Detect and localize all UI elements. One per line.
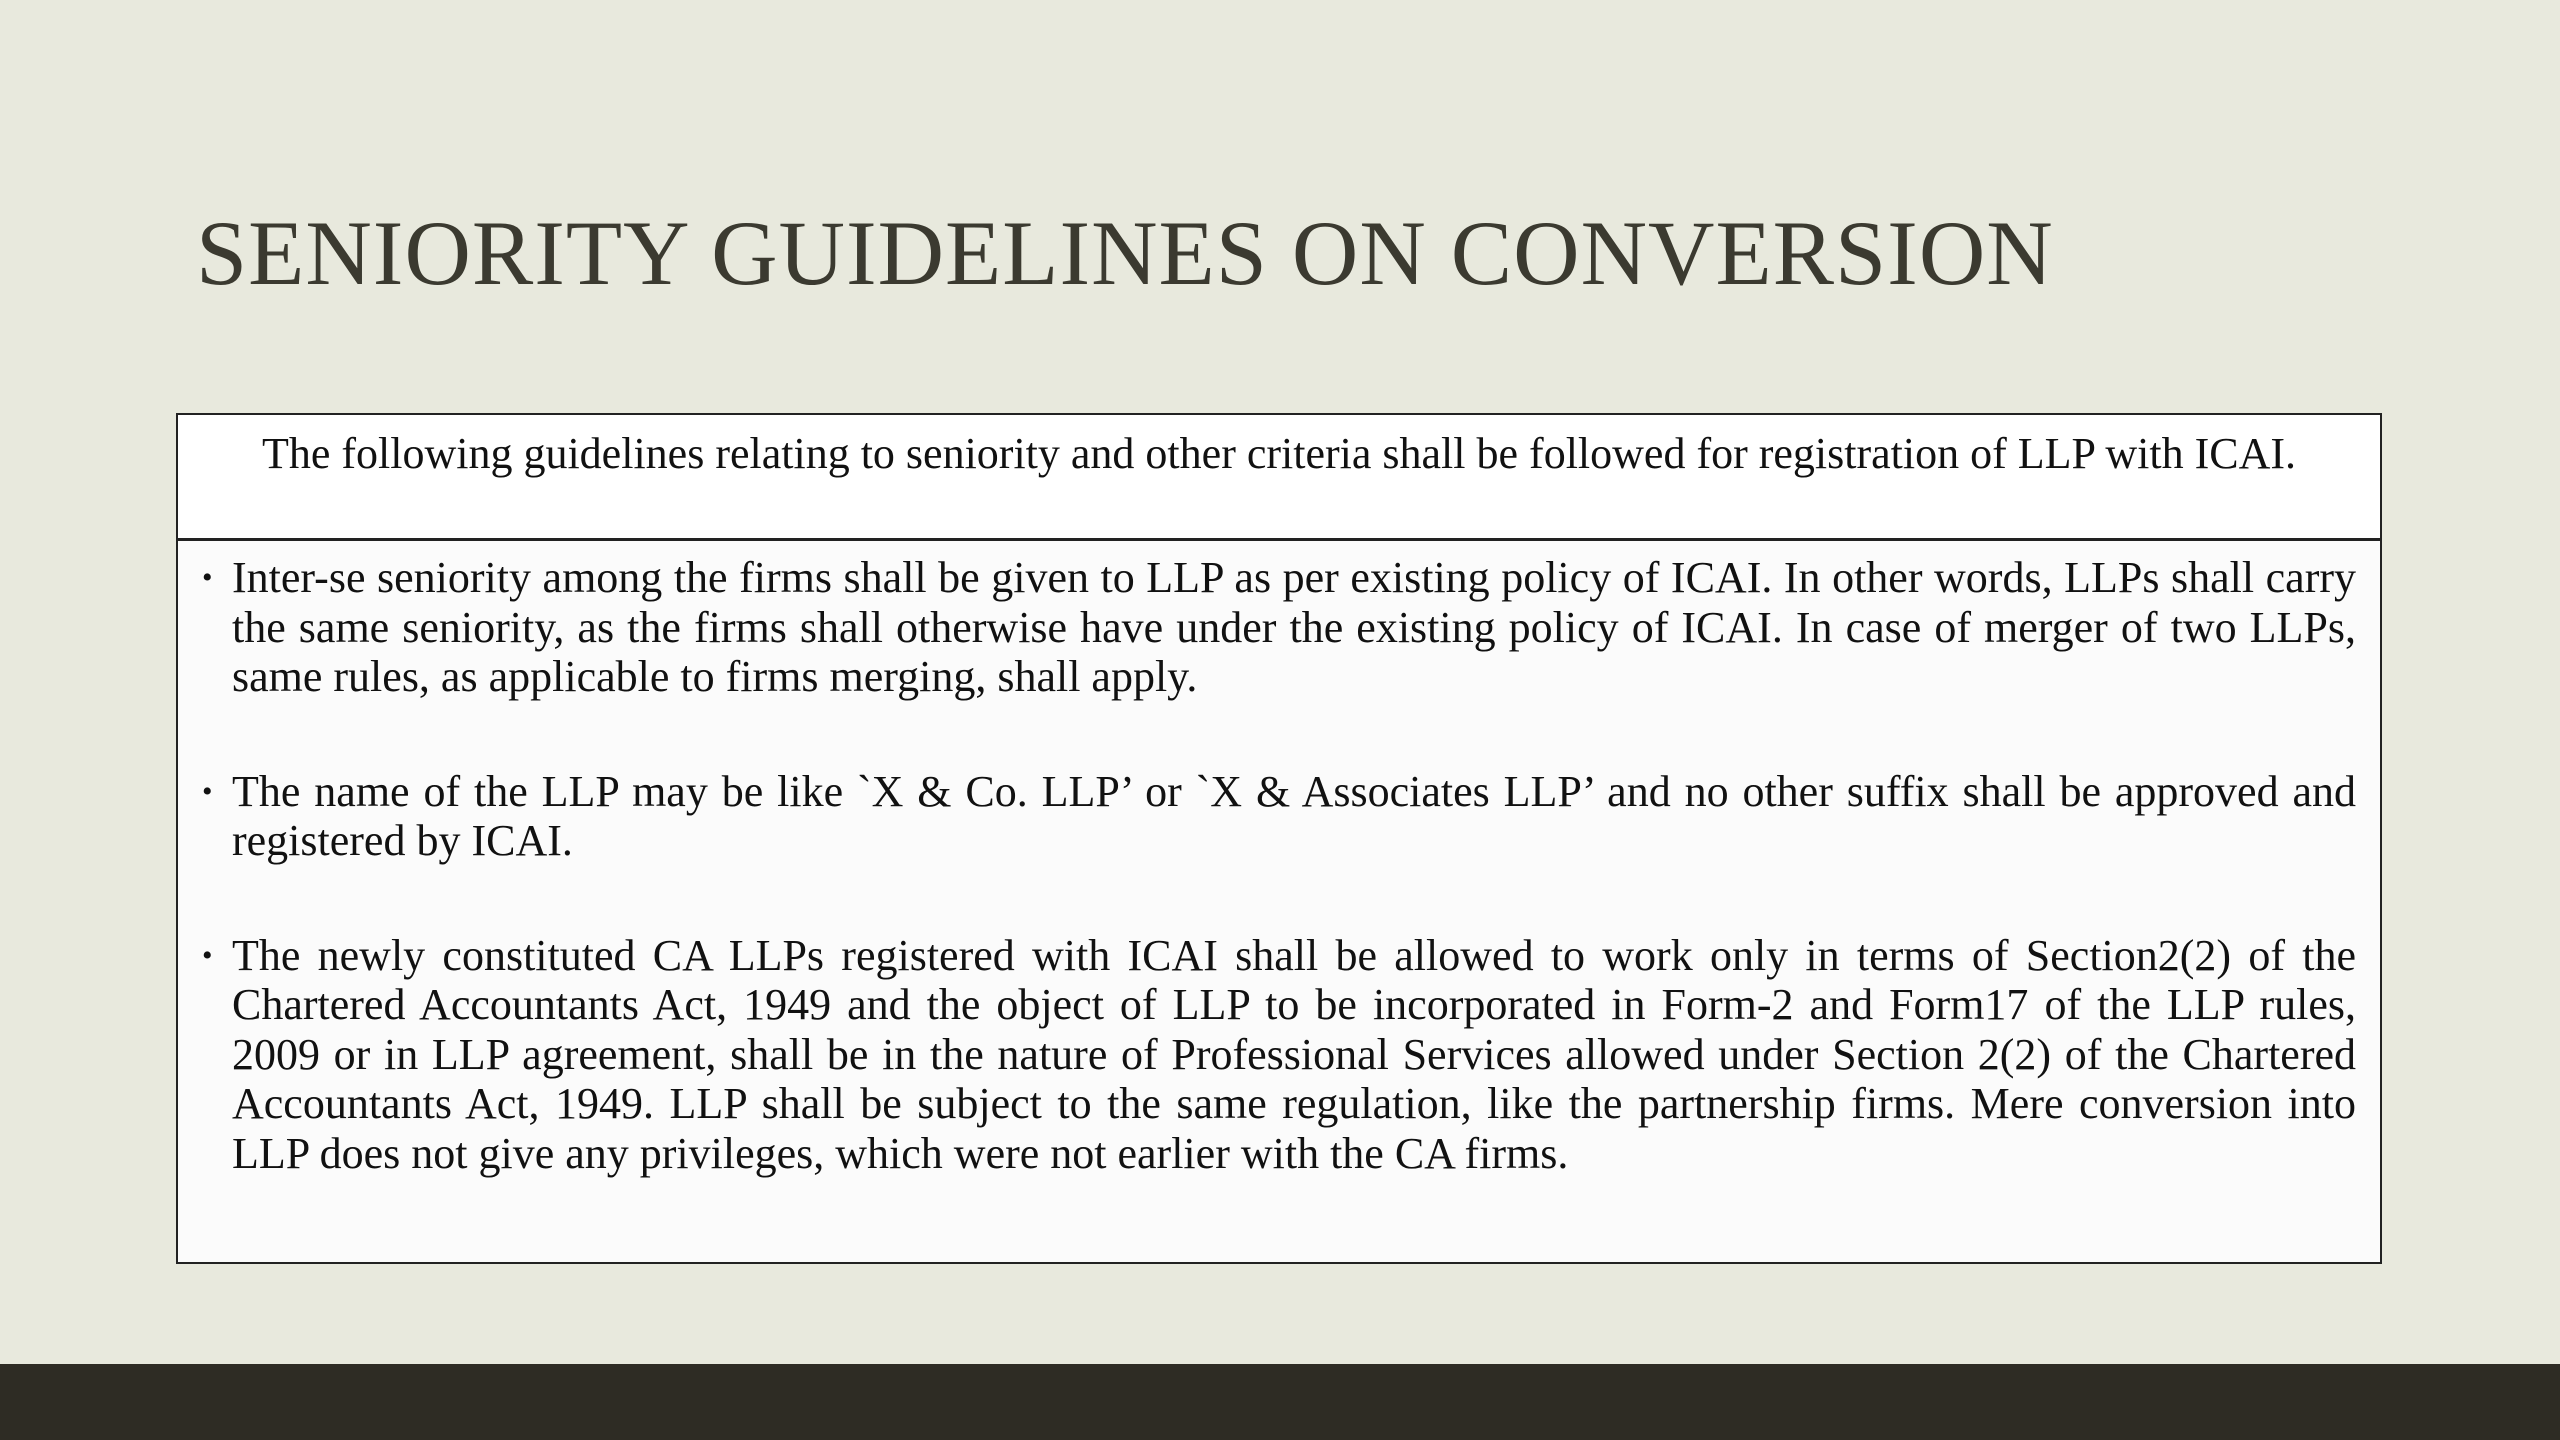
bullet-icon: •: [202, 561, 213, 594]
list-item-text: Inter-se seniority among the firms shall be given to LLP as per existing policy of ICAI. In other words, LLPs shall carry the same seniority, as the firms shall otherwise have under the existing policy of ICAI. In case of merger of two LLPs, same rules, as applicable to firms merging, shall apply.: [232, 553, 2356, 701]
slide-title: SENIORITY GUIDELINES ON CONVERSION: [196, 202, 2054, 304]
list-item-text: The newly constituted CA LLPs registered with ICAI shall be allowed to work only in terms of Section2(2) of the Chartered Accountants Act, 1949 and the object of LLP to be incorporated in Form-2 and Form17 of the LLP rules, 2009 or in LLP agreement, shall be in the nature of Professional Services allowed under Section 2(2) of the Chartered Accountants Act, 1949. LLP shall be subject to the same regulation, like the partnership firms. Mere conversion into LLP does not give any privileges, which were not earlier with the CA firms.: [232, 930, 2356, 1178]
guidelines-table: [176, 413, 2382, 1264]
list-item: [202, 553, 2356, 702]
list-item-text: The name of the LLP may be like `X & Co. LLP’ or `X & Associates LLP’ and no other suffix shall be approved and registered by ICAI.: [232, 766, 2356, 865]
footer-band: [0, 1364, 2560, 1440]
list-item: [202, 930, 2356, 1179]
bullet-icon: •: [202, 938, 213, 972]
intro-text: The following guidelines relating to seniority and other criteria shall be followed for registration of LLP with ICAI.: [178, 415, 2380, 541]
list-item: [202, 766, 2356, 866]
bullet-icon: •: [202, 774, 213, 808]
guidelines-list: [178, 541, 2380, 1178]
